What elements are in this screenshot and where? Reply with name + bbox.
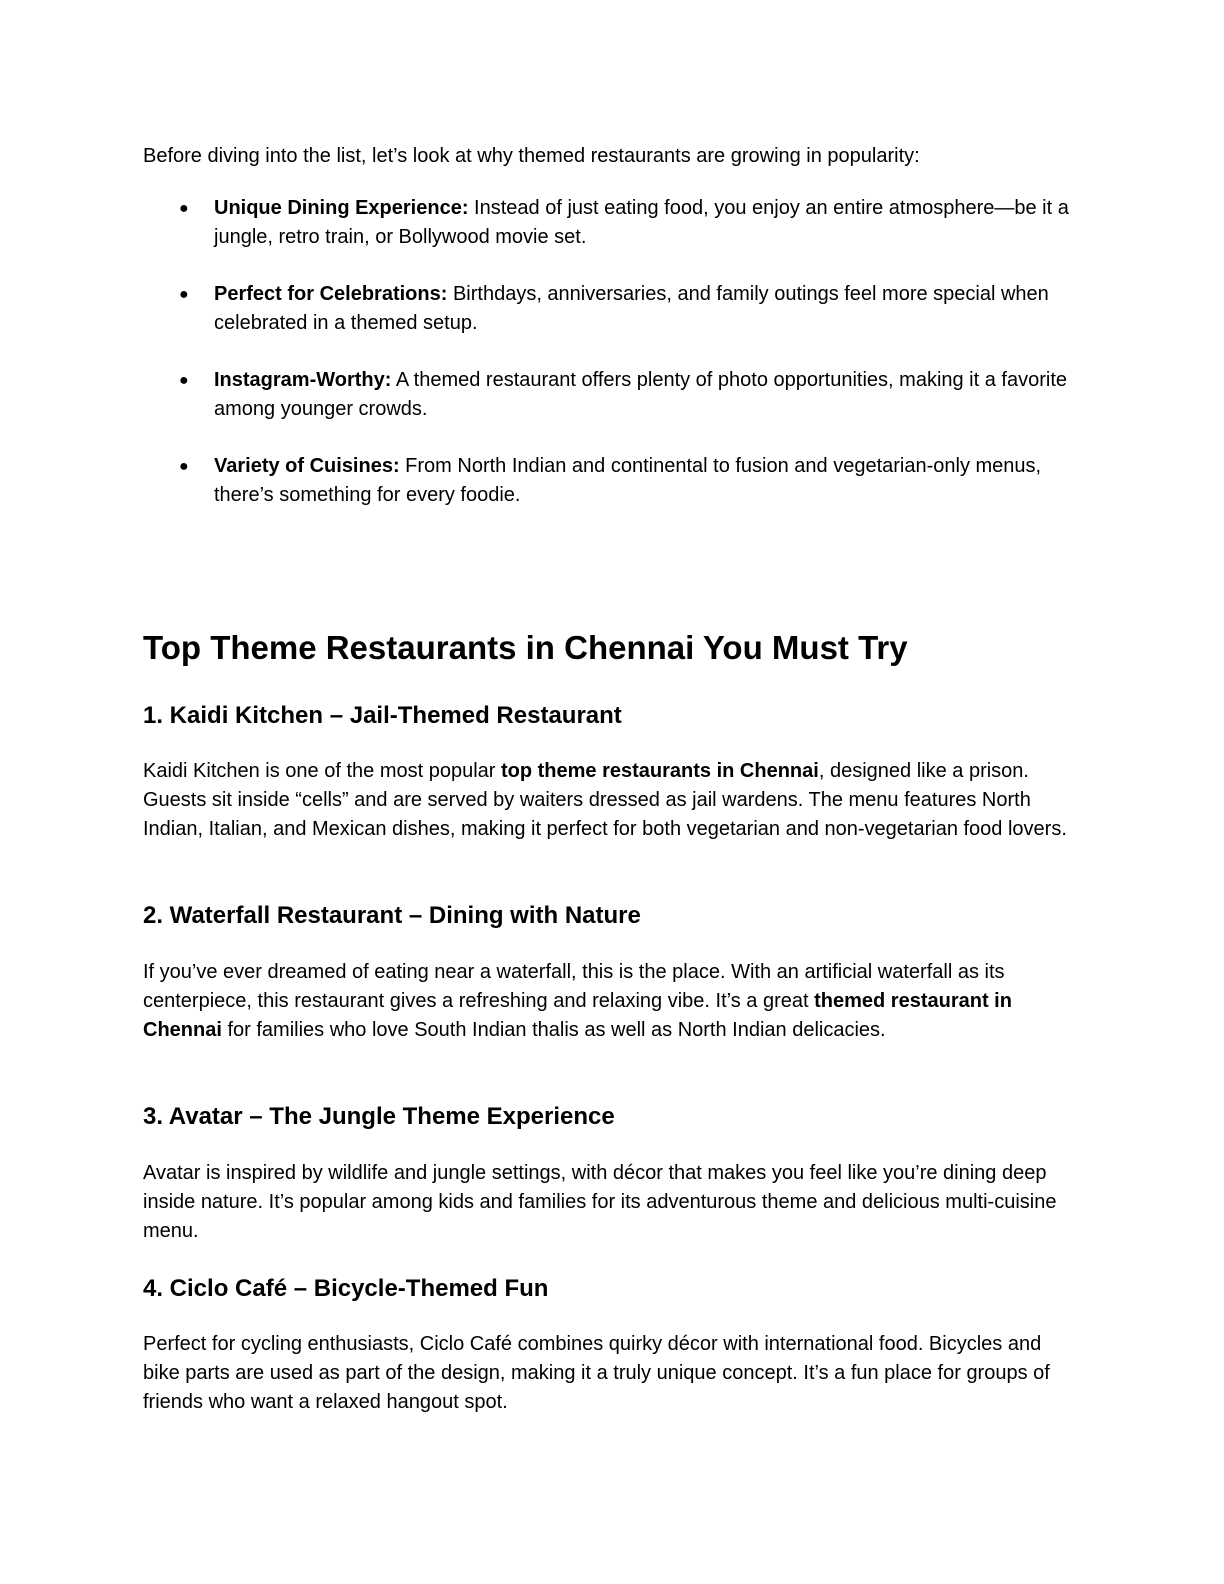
intro-paragraph: Before diving into the list, let’s look at why themed restaurants are growing in popularity:: [143, 145, 920, 167]
reason-text: Birthdays, anniversaries, and family outings feel more special when celebrated in a themed setup.: [214, 283, 1049, 334]
restaurant-heading-4: 4. Ciclo Café – Bicycle-Themed Fun: [143, 1275, 549, 1302]
description-highlight: themed restaurant in Chennai: [143, 990, 1012, 1041]
list-item: [143, 452, 1083, 510]
restaurant-description-3: Avatar is inspired by wildlife and jungle settings, with décor that makes you feel like you’re dining deep inside nature. It’s popular among kids and families for its adventurous theme and delicious multi-cuisine menu.: [143, 1162, 1057, 1242]
restaurant-description-4: Perfect for cycling enthusiasts, Ciclo Café combines quirky décor with international food. Bicycles and bike parts are used as part of the design, making it a truly unique concept. It’s a fun place for groups of friends who want a relaxed hangout spot.: [143, 1333, 1050, 1413]
reason-text: A themed restaurant offers plenty of photo opportunities, making it a favorite among younger crowds.: [214, 369, 1068, 420]
restaurant-description-1: [143, 757, 1073, 844]
reason-label: Variety of Cuisines:: [214, 455, 400, 477]
restaurant-heading-3: 3. Avatar – The Jungle Theme Experience: [143, 1103, 615, 1130]
description-text: , designed like a prison. Guests sit inside “cells” and are served by waiters dressed as jail wardens. The menu features North Indian, Italian, and Mexican dishes, making it perfect for both vegetarian and non-vegetarian food lovers.: [143, 760, 1067, 840]
description-highlight: top theme restaurants in Chennai: [501, 760, 819, 782]
list-item: [143, 280, 1083, 338]
restaurant-heading-1: 1. Kaidi Kitchen – Jail-Themed Restaurant: [143, 702, 622, 729]
main-heading: Top Theme Restaurants in Chennai You Must Try: [143, 629, 908, 666]
reason-text: From North Indian and continental to fusion and vegetarian-only menus, there’s something for every foodie.: [214, 455, 1042, 506]
description-text: for families who love South Indian thalis as well as North Indian delicacies.: [221, 1019, 886, 1041]
description-text: Kaidi Kitchen is one of the most popular: [143, 760, 501, 782]
description-text: If you’ve ever dreamed of eating near a waterfall, this is the place. With an artificial waterfall as its centerpiece, this restaurant gives a refreshing and relaxing vibe. It’s a great: [143, 961, 1005, 1012]
list-item: [143, 194, 1083, 252]
reasons-list: [143, 194, 1083, 538]
bullet-icon: ●: [179, 458, 189, 475]
list-item: [143, 366, 1083, 424]
bullet-icon: ●: [179, 286, 189, 303]
reason-label: Instagram-Worthy:: [214, 369, 392, 391]
reason-text: Instead of just eating food, you enjoy an entire atmosphere—be it a jungle, retro train, or Bollywood movie set.: [214, 197, 1069, 248]
reason-label: Perfect for Celebrations:: [214, 283, 448, 305]
restaurant-description-2: [143, 958, 1073, 1045]
bullet-icon: ●: [179, 200, 189, 217]
bullet-icon: ●: [179, 372, 189, 389]
reason-label: Unique Dining Experience:: [214, 197, 469, 219]
restaurant-heading-2: 2. Waterfall Restaurant – Dining with Nature: [143, 902, 641, 929]
